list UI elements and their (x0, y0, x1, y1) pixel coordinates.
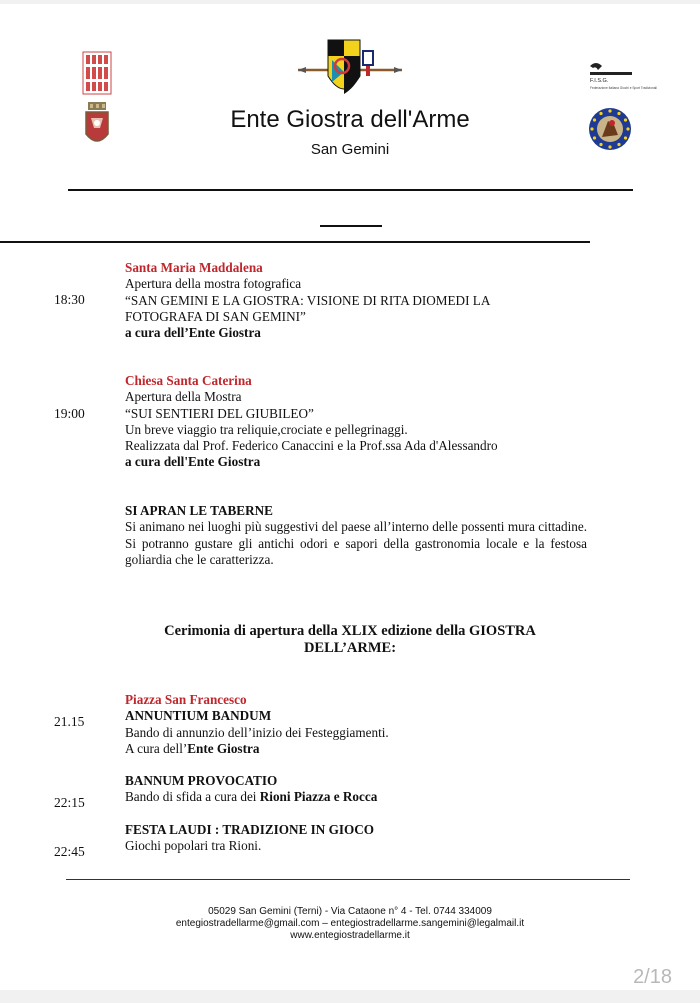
taverns-block (125, 503, 587, 568)
page-subtitle: San Gemini (310, 141, 390, 158)
fisg-logo-caption: Federazione Italiana Giochi e Sport Tradizionali (590, 86, 657, 90)
footer-emails: entegiostradellarme@gmail.com – entegiostradellarme.sangemini@legalmail.it (175, 918, 525, 929)
event-block (125, 373, 587, 471)
header-rule-1 (68, 189, 633, 191)
event-time: 18:30 (54, 292, 85, 307)
region-emblem-logo (83, 52, 111, 94)
footer-address: 05029 San Gemini (Terni) - Via Cataone n° 4 - Tel. 0744 334009 (208, 906, 492, 917)
page-indicator: 2/18 (633, 966, 672, 988)
event-time: 22:45 (54, 844, 85, 859)
event-time: 21.15 (54, 714, 85, 729)
page-title: Ente Giostra dell'Arme (230, 106, 470, 133)
fisg-federation-logo (588, 60, 657, 92)
event-time: 22:15 (54, 795, 85, 810)
event-line: Giochi popolari tra Rioni. (125, 838, 262, 854)
event-line: Apertura della mostra fotografica (125, 276, 302, 292)
event-line: Bando di annunzio dell’inizio dei Festeggiamenti. (125, 724, 389, 740)
event-text-bold: Rioni Piazza e Rocca (259, 789, 378, 805)
european-games-badge-logo (588, 107, 632, 151)
event-block (125, 692, 587, 757)
header-rule-3 (0, 241, 590, 243)
footer-rule (66, 879, 630, 880)
event-line: Apertura della Mostra (125, 389, 242, 405)
event-heading: ANNUNTIUM BANDUM (125, 708, 272, 724)
event-line: “SUI SENTIERI DEL GIUBILEO” (125, 405, 314, 421)
ente-giostra-crest-logo (298, 36, 402, 106)
fisg-logo-text: F.I.S.G. (590, 78, 609, 84)
ceremony-heading-line: DELL’ARME: (303, 640, 397, 656)
ceremony-heading-line: Cerimonia di apertura della XLIX edizione della GIOSTRA (164, 623, 536, 639)
header-rule-2 (320, 225, 382, 227)
event-line: FOTOGRAFA DI SAN GEMINI” (125, 308, 306, 324)
event-block (125, 822, 587, 855)
event-credit: a cura dell’Ente Giostra (125, 325, 261, 341)
event-heading: FESTA LAUDI : TRADIZIONE IN GIOCO (125, 822, 375, 837)
viewer-bottom-bar (0, 990, 700, 1003)
event-text-prefix: Bando di sfida a cura dei (125, 789, 260, 805)
event-venue: Chiesa Santa Caterina (125, 373, 252, 388)
event-time: 19:00 (54, 406, 85, 421)
viewer-top-bar (0, 0, 700, 4)
event-venue: Santa Maria Maddalena (125, 260, 263, 275)
event-block (125, 260, 587, 341)
event-line (125, 789, 587, 805)
event-block (125, 773, 587, 806)
event-credit (125, 741, 587, 757)
event-heading: BANNUM PROVOCATIO (125, 773, 278, 788)
footer-website: www.entegiostradellarme.it (290, 930, 410, 941)
event-line: Un breve viaggio tra reliquie,crociate e pellegrinaggi. (125, 421, 408, 437)
event-credit-prefix: A cura dell’ (125, 740, 188, 756)
event-line: “SAN GEMINI E LA GIOSTRA: VISIONE DI RITA DIOMEDI LA (125, 292, 491, 308)
taverns-text: Si animano nei luoghi più suggestivi del paese all’interno delle possenti mura cittadine. Si potranno gustare gli antichi odori e sapori della gastronomia locale e la festosa goliardia che le caratterizza. (125, 519, 587, 567)
event-line: Realizzata dal Prof. Federico Canaccini e la Prof.ssa Ada d'Alessandro (125, 438, 498, 454)
event-venue: Piazza San Francesco (125, 692, 247, 707)
ceremony-heading (120, 623, 580, 657)
taverns-heading: SI APRAN LE TABERNE (125, 503, 273, 518)
event-credit: a cura dell'Ente Giostra (125, 454, 261, 470)
event-credit-bold: Ente Giostra (187, 740, 260, 756)
